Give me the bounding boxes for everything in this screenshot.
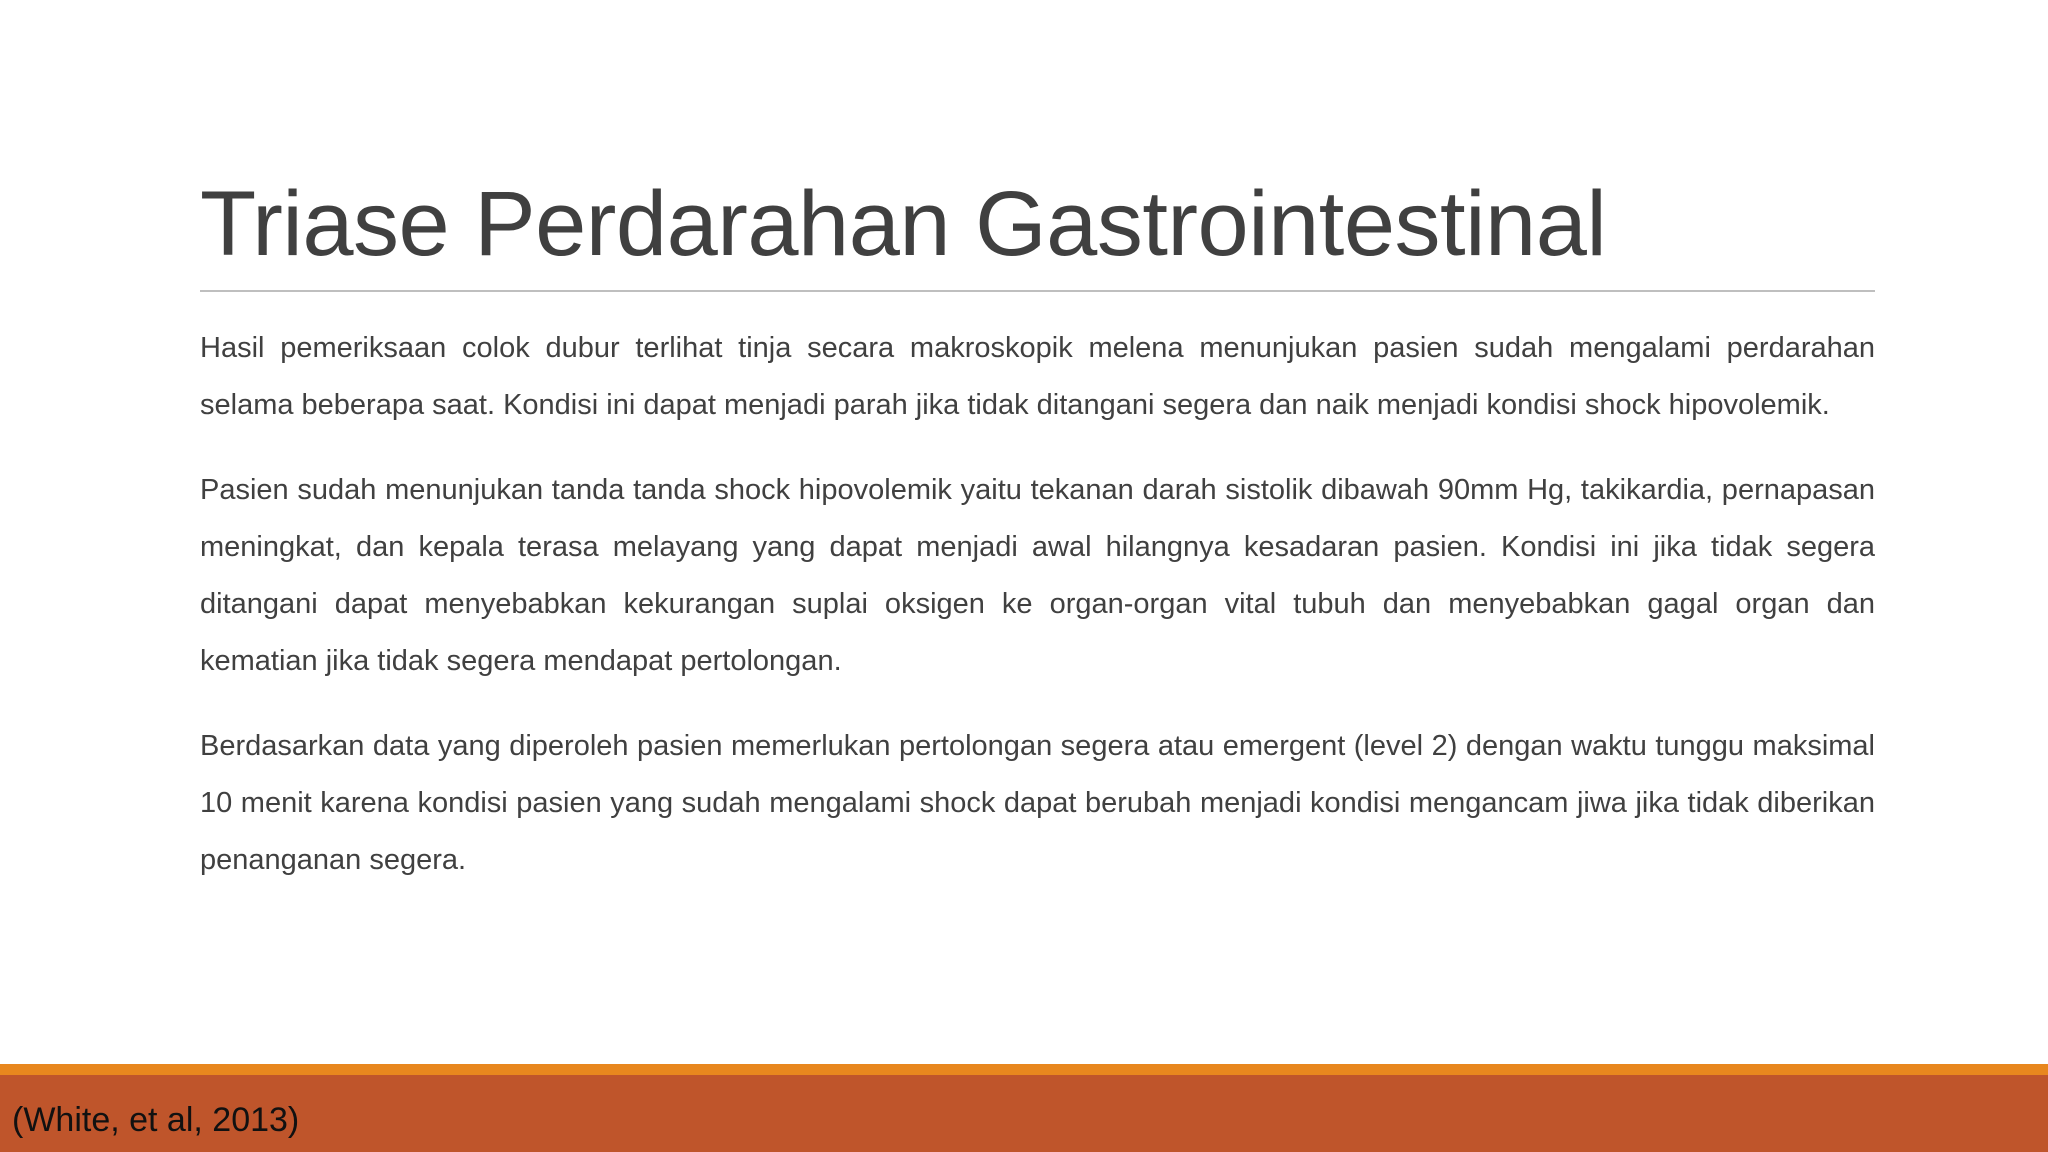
paragraph-rectal-exam: Hasil pemeriksaan colok dubur terlihat tinja secara makroskopik melena menunjukan pasien sudah mengalami perdarahan selama beberapa saat. Kondisi ini dapat menjadi parah jika tidak ditangani segera dan naik menjadi kondisi shock hipovolemik.: [200, 332, 1875, 421]
slide-body: [200, 320, 1875, 917]
paragraph-triage-level: Berdasarkan data yang diperoleh pasien memerlukan pertolongan segera atau emergent (level 2) dengan waktu tunggu maksimal 10 menit karena kondisi pasien yang sudah mengalami shock dapat berubah menjadi kondisi mengancam jiwa jika tidak diberikan penanganan segera.: [200, 730, 1875, 876]
title-divider: [200, 290, 1875, 292]
footer-bar: [0, 1075, 2048, 1152]
paragraph-shock-signs: Pasien sudah menunjukan tanda tanda shock hipovolemik yaitu tekanan darah sistolik dibawah 90mm Hg, takikardia, pernapasan meningkat, dan kepala terasa melayang yang dapat menjadi awal hilangnya kesadaran pasien. Kondisi ini jika tidak segera ditangani dapat menyebabkan kekurangan suplai oksigen ke organ-organ vital tubuh dan menyebabkan gagal organ dan kematian jika tidak segera mendapat pertolongan.: [200, 474, 1875, 677]
slide-title: Triase Perdarahan Gastrointestinal: [200, 173, 1607, 275]
footer-accent-stripe: [0, 1064, 2048, 1075]
citation: (White, et al, 2013): [12, 1101, 300, 1139]
